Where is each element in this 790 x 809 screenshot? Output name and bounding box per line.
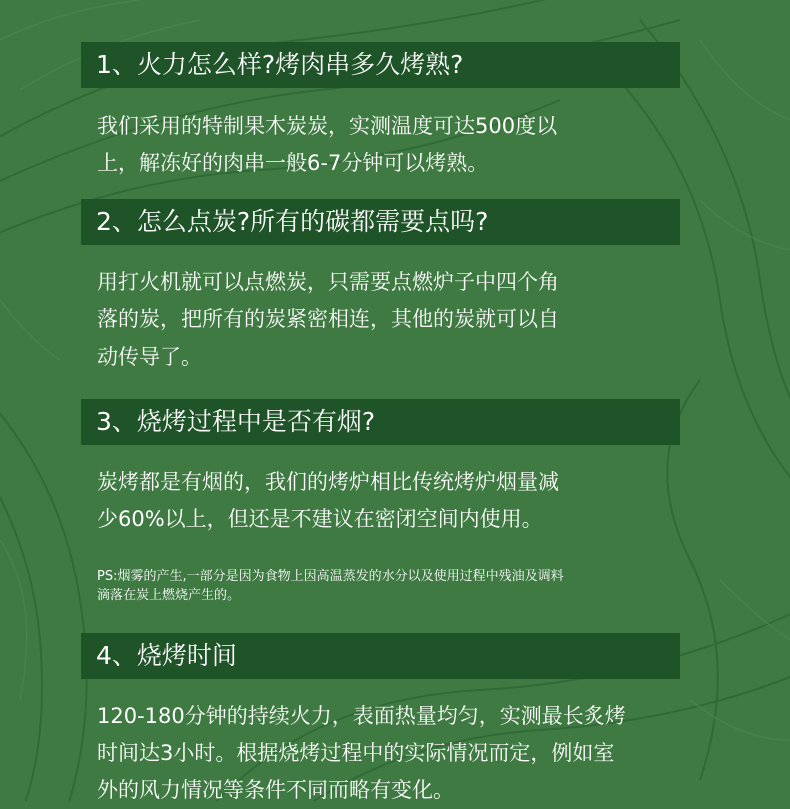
- faq-2-answer-line-3: 动传导了。: [97, 345, 202, 369]
- faq-3-note-line-2: 滴落在炭上燃烧产生的。: [97, 588, 241, 603]
- leaf-vein: [700, 40, 790, 120]
- leaf-vein: [720, 580, 790, 640]
- faq-1-answer-line-1: 我们采用的特制果木炭炭，实测温度可达500度以: [97, 114, 558, 138]
- leaf-vein: [0, 380, 87, 801]
- faq-1-title: 1、火力怎么样?烤肉串多久烤熟?: [81, 42, 680, 88]
- faq-2-answer-line-1: 用打火机就可以点燃炭，只需要点燃炉子中四个角: [97, 270, 559, 294]
- leaf-vein: [690, 700, 790, 740]
- faq-3-answer-line-2: 少60%以上，但还是不建议在密闭空间内使用。: [97, 507, 543, 531]
- faq-2-answer-line-2: 落的炭，把所有的炭紧密相连，其他的炭就可以自: [97, 307, 559, 331]
- faq-3-title: 3、烧烤过程中是否有烟?: [81, 399, 680, 445]
- faq-2-title: 2、怎么点炭?所有的碳都需要点吗?: [81, 199, 680, 245]
- leaf-vein: [0, 300, 60, 360]
- leaf-vein: [0, 0, 140, 40]
- leaf-vein: [700, 200, 790, 250]
- faq-4-title: 4、烧烤时间: [81, 633, 680, 679]
- faq-4-answer-line-2: 时间达3小时。根据烧烤过程中的实际情况而定，例如室: [97, 741, 615, 765]
- faq-4-answer-line-1: 120-180分钟的持续火力，表面热量均匀，实测最长炙烤: [97, 704, 626, 728]
- leaf-vein: [0, 420, 42, 801]
- faq-3-note-line-1: PS:烟雾的产生,一部分是因为食物上因高温蒸发的水分以及使用过程中残油及调料: [97, 569, 564, 584]
- faq-3-answer-line-1: 炭烤都是有烟的，我们的烤炉相比传统烤炉烟量减: [97, 470, 559, 494]
- leaf-vein: [0, 540, 27, 700]
- faq-1-answer-line-2: 上，解冻好的肉串一般6-7分钟可以烤熟。: [97, 151, 489, 175]
- faq-4-answer-line-3: 外的风力情况等条件不同而略有变化。: [97, 778, 454, 802]
